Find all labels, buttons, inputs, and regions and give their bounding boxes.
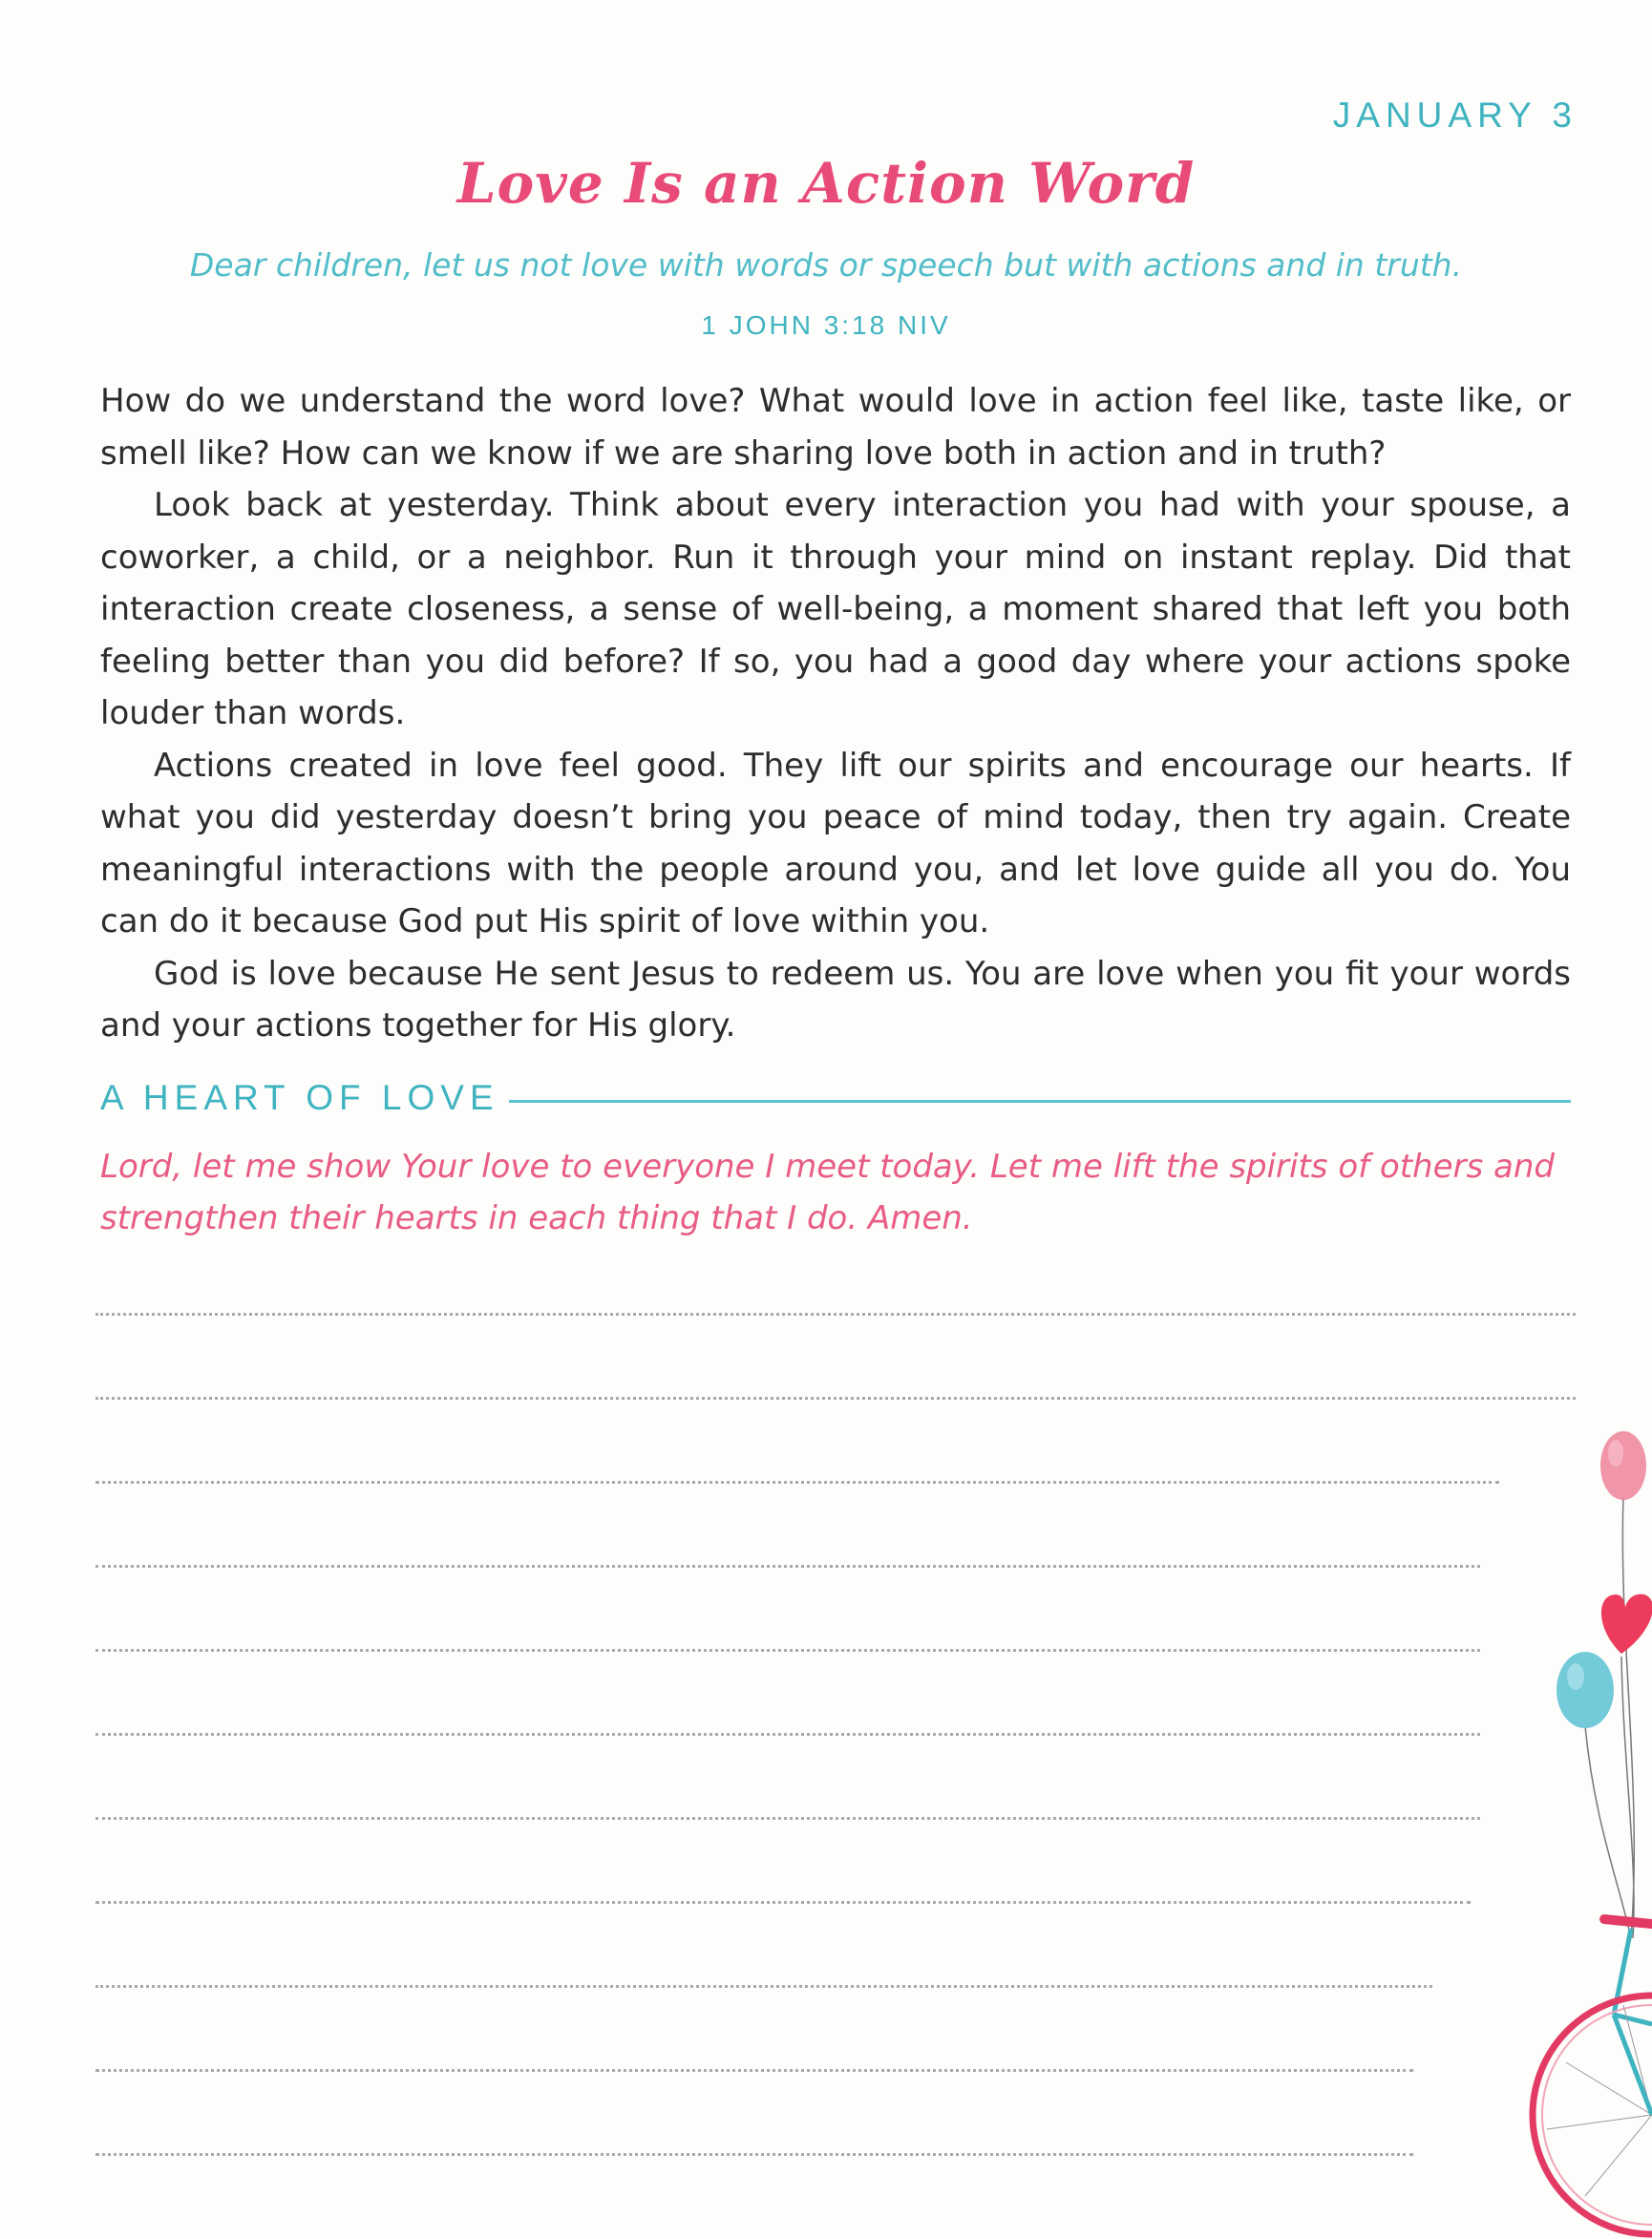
prayer-heading-label: A HEART OF LOVE xyxy=(100,1078,499,1117)
page-date: JANUARY 3 xyxy=(1332,95,1578,135)
blue-balloon-icon xyxy=(1557,1652,1614,1728)
journal-line[interactable] xyxy=(95,2069,1413,2072)
journal-line[interactable] xyxy=(95,1565,1480,1568)
balloon-bicycle-illustration xyxy=(1509,1404,1652,2239)
body-paragraph: Look back at yesterday. Think about every interaction you had with your spouse, a coworker, a child, or a neighbor. Run it through your mind on instant replay. Did that interaction create closeness, a sense of well-being, a moment shared that left you both feeling better than you did before? If so, you had a good day where your actions spoke louder than words. xyxy=(100,486,1571,732)
body-paragraph: God is love because He sent Jesus to redeem us. You are love when you fit your words and your actions together for His glory. xyxy=(100,954,1571,1045)
journal-line[interactable] xyxy=(95,1817,1480,1820)
bicycle-icon xyxy=(1533,1919,1652,2234)
journal-line[interactable] xyxy=(95,1901,1471,1904)
heading-rule xyxy=(509,1100,1571,1103)
journal-line[interactable] xyxy=(95,1733,1480,1736)
journal-line[interactable] xyxy=(95,1649,1480,1652)
body-paragraph: Actions created in love feel good. They lift our spirits and encourage our hearts. If what you did yesterday doesn’t bring you peace of mind today, then try again. Create meaningful interactions with the people around you, and let love guide all you do. You can do it because God put His spirit of love within you. xyxy=(100,746,1571,940)
red-heart-balloon-icon xyxy=(1601,1595,1652,1654)
scripture-reference: 1 JOHN 3:18 NIV xyxy=(701,310,951,340)
journal-line[interactable] xyxy=(95,1481,1499,1484)
pink-balloon-icon xyxy=(1600,1431,1646,1500)
journal-line[interactable] xyxy=(95,2153,1413,2156)
body-paragraph: How do we understand the word love? What would love in action feel like, taste like, or smell like? How can we know if we are sharing love both in action and in truth? xyxy=(100,382,1571,473)
journal-line[interactable] xyxy=(95,1397,1576,1400)
prayer-heading xyxy=(100,1077,1571,1119)
journal-line[interactable] xyxy=(95,1985,1432,1988)
devotion-title: Love Is an Action Word xyxy=(456,151,1196,216)
scripture-verse: Dear children, let us not love with words or speech but with actions and in truth. xyxy=(189,246,1463,284)
journal-line[interactable] xyxy=(95,1313,1576,1316)
devotion-body xyxy=(100,375,1571,1052)
prayer-text: Lord, let me show Your love to everyone I meet today. Let me lift the spirits of others and strengthen their hearts in each thing that I do. Amen. xyxy=(100,1148,1555,1237)
